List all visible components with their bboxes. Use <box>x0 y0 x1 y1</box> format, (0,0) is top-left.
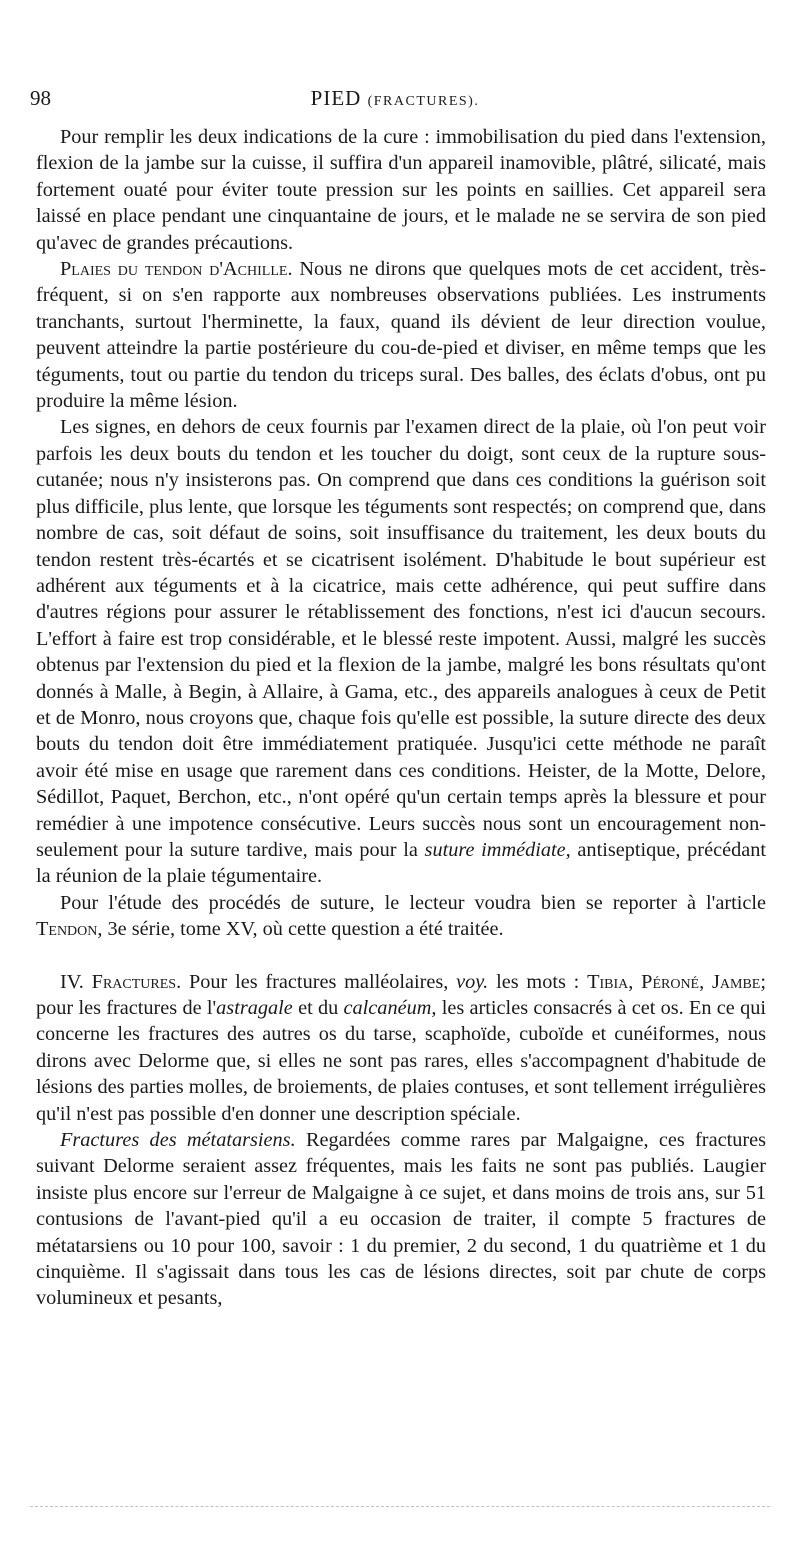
paragraph-text: 3e série, tome XV, où cette question a été traitée. <box>107 918 504 941</box>
section-heading: IV. Fractures. <box>60 970 182 993</box>
page-body <box>36 124 766 1312</box>
paragraph-text: Pour remplir les deux indications de la cure : immobilisation du pied dans l'extension, flexion de la jambe sur la cuisse, il suffira d'un appareil inamovible, plâtré, silicaté, mais fortement ouaté pour éviter toute pression sur les points en saillies. Cet appareil sera laissé en place pendant une cinquantaine de jours, et le malade ne se servira de son pied qu'avec de grandes précautions. <box>36 126 766 254</box>
paragraph-text: et du <box>298 997 339 1019</box>
running-title-main: PIED <box>310 86 362 110</box>
section-heading: Fractures des métatarsiens. <box>60 1129 296 1152</box>
bottom-rule <box>30 1506 770 1507</box>
paragraph-text: Les signes, en dehors de ceux fournis par l'examen direct de la plaie, où l'on peut voir parfois les deux bouts du tendon et les toucher du doigt, sont ceux de la rupture sous-cutanée; nous n'y insisterons pas. On comprend que dans ces conditions la guérison soit plus difficile, plus lente, que lorsque les téguments sont respectés; on comprend que, dans nombre de cas, soit défaut de soins, soit insuffisance du traitement, les deux bouts du tendon restent très-écartés et se cicatrisent isolément. D'habitude le bout supérieur est adhérent aux téguments et à la cicatrice, mais cette adhérence, qui peut suffire dans d'autres régions pour assurer le rétablissement des fonctions, n'est ici d'aucun secours. L'effort à faire est trop considérable, et le blessé reste impotent. Aussi, malgré les succès obtenus par l'extension du pied et la flexion de la jambe, malgré les bons résultats qu'ont donnés à Malle, à Begin, à Allaire, à Gama, etc., des appareils analogues à ceux de Petit et de Monro, nous croyons que, chaque fois qu'elle est possible, la suture directe des deux bouts du tendon doit être immédiatement pratiquée. Jusqu'ici cette méthode ne paraît avoir été mise en usage que rarement dans ces conditions. Heister, de la Motte, Delore, Sédillot, Paquet, Berchon, etc., n'ont opéré qu'un certain temps après la blessure et pour remédier à une impotence consécutive. Leurs succès nous sont un encouragement non-seulement pour la suture tardive, mais pour la <box>36 416 766 861</box>
section-heading: Plaies du tendon d'Achille. <box>60 258 293 281</box>
paragraph-suture-reference <box>36 890 766 943</box>
paragraph-text: les mots : <box>496 970 580 993</box>
italic-term: suture immédiate, <box>424 838 571 861</box>
running-title-sub: (FRACTURES). <box>367 94 480 109</box>
running-header <box>30 86 760 118</box>
paragraph-signs <box>36 414 766 889</box>
paragraph-metatarsal-fractures <box>36 1127 766 1312</box>
italic-term: voy. <box>456 970 489 993</box>
italic-term: calcanéum, <box>343 997 437 1019</box>
paragraph-fractures <box>36 969 766 1127</box>
paragraph-text: Nous ne dirons que quelques mots de cet accident, très-fréquent, si on s'en rapporte aux nombreuses observations publiées. Les instruments tranchants, surtout l'herminette, la faux, quand ils dévient de leur direction voulue, peuvent atteindre la partie postérieure du cou-de-pied et diviser, en même temps que les téguments, tout ou partie du tendon du triceps sural. Des balles, des éclats d'obus, ont pu produire la même lésion. <box>36 258 766 413</box>
paragraph-treatment <box>36 124 766 256</box>
paragraph-text: les articles consacrés à cet os. En ce qui concerne les fractures des autres os du tarse, scaphoïde, cuboïde et cunéiformes, nous dirons avec Delorme que, si elles ne sont pas rares, elles s'accompagnent d'habitude de lésions des parties molles, de broiements, de plaies contuses, et sont tellement irrégulières qu'il n'est pas possible d'en donner une description spéciale. <box>36 997 766 1125</box>
cross-reference: Tibia, Péroné, Jambe <box>587 970 761 993</box>
italic-term: astragale <box>216 997 293 1019</box>
paragraph-text: Pour l'étude des procédés de suture, le lecteur voudra bien se reporter à l'article <box>60 891 766 914</box>
page-number: 98 <box>30 86 51 110</box>
paragraph-text: Regardées comme rares par Malgaigne, ces fractures suivant Delorme seraient assez fréquentes, mais les faits ne sont pas publiés. Laugier insiste plus encore sur l'erreur de Malgaigne à ce sujet, et dans moins de trois ans, sur 51 contusions de l'avant-pied qu'il a eu occasion de traiter, il compte 5 fractures de métatarsiens ou 10 pour 100, savoir : 1 du premier, 2 du second, 1 du quatrième et 1 du cinquième. Il s'agissait dans tous les cas de lésions directes, soit par chute de corps volumineux et pesants, <box>36 1129 766 1310</box>
paragraph-achilles-wounds <box>36 256 766 414</box>
running-title <box>30 86 760 111</box>
cross-reference: Tendon, <box>36 918 103 941</box>
paragraph-text: antiseptique, précédant la réunion de la plaie tégumentaire. <box>36 838 766 888</box>
paragraph-text: Pour les fractures malléolaires, <box>188 970 449 993</box>
paragraph-text: ; pour les fractures de l' <box>36 970 766 1019</box>
